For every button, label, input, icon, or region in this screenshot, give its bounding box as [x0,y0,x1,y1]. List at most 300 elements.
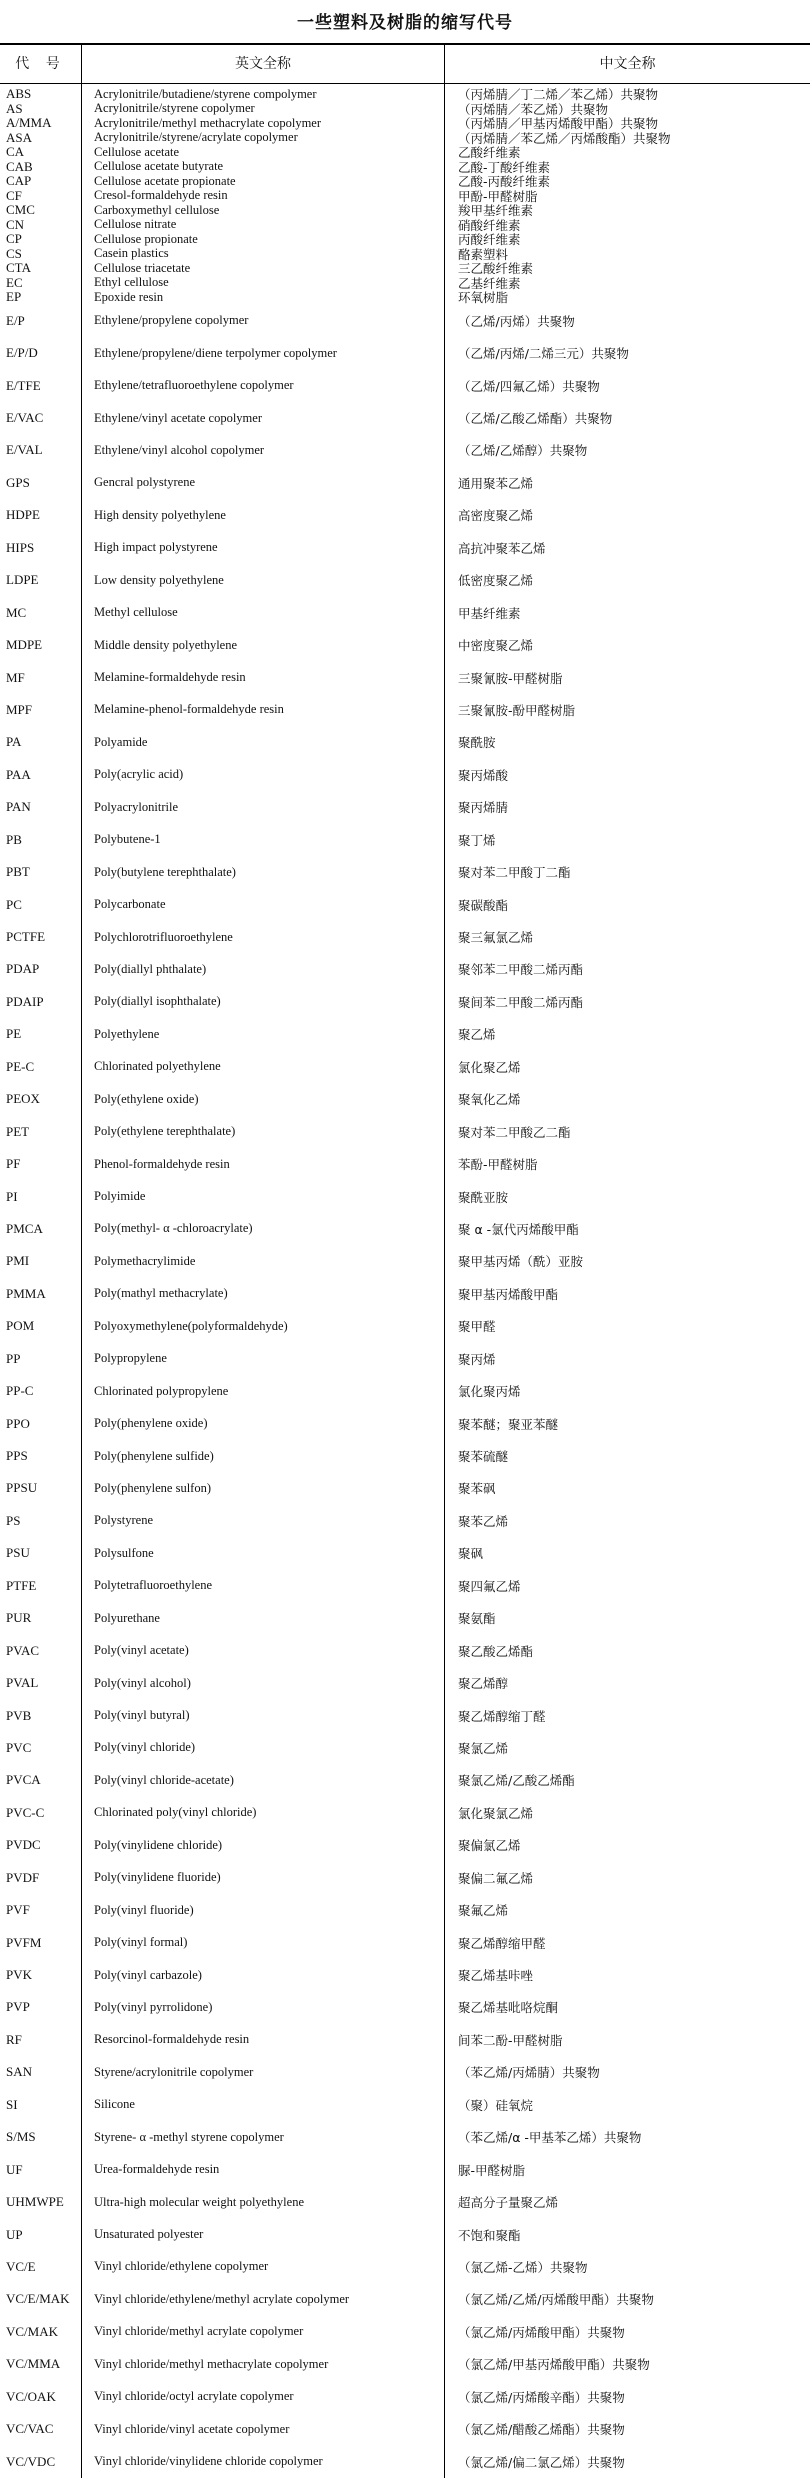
row-chinese-name: 聚氯乙烯/乙酸乙烯酯 [458,1773,575,1789]
table-row [0,2445,810,2477]
row-english-name: High impact polystyrene [94,540,218,555]
row-english-name: Styrene/acrylonitrile copolymer [94,2064,254,2079]
row-code: CP [6,232,22,247]
row-chinese-name: 氯化聚丙烯 [458,1384,521,1400]
row-code: PMMA [6,1285,46,1301]
table-row [0,1505,810,1537]
row-english-name: Ethylene/tetrafluoroethylene copolymer [94,378,294,393]
table-row [0,2316,810,2348]
row-english-name: Methyl cellulose [94,605,178,620]
row-chinese-name: 三乙酸纤维素 [458,261,534,276]
row-english-name: Polybutene-1 [94,832,161,847]
row-english-name: Poly(vinyl chloride) [94,1740,196,1755]
table-row [0,2218,810,2250]
row-code: PVF [6,1902,30,1918]
table-row [0,1699,810,1731]
row-code: PET [6,1123,30,1139]
row-english-name: Poly(vinylidene chloride) [94,1837,223,1852]
table-row [0,290,810,305]
row-chinese-name: 超高分子量聚乙烯 [458,2195,559,2211]
row-code: PVC-C [6,1804,45,1820]
table-row [0,337,810,369]
row-chinese-name: （氯乙烯/甲基丙烯酸甲酯）共聚物 [458,2357,650,2373]
row-code: PI [6,1188,18,1204]
row-chinese-name: （氯乙烯-乙烯）共聚物 [458,2259,588,2275]
table-row [0,2186,810,2218]
table-row [0,2089,810,2121]
row-english-name: Polyurethane [94,1610,160,1625]
table-row [0,1440,810,1472]
table-row [0,467,810,499]
row-chinese-name: （氯乙烯/醋酸乙烯酯）共聚物 [458,2422,625,2438]
row-code: PVB [6,1707,32,1723]
row-chinese-name: 乙酸-丙酸纤维素 [458,174,551,189]
row-chinese-name: 酪素塑料 [458,246,509,261]
row-chinese-name: 甲基纤维素 [458,605,521,621]
table-row [0,532,810,564]
table-row [0,116,810,131]
row-code: PC [6,896,22,912]
row-english-name: Polycarbonate [94,897,166,912]
table-row [0,1407,810,1439]
table-row [0,434,810,466]
table-row [0,499,810,531]
table-row [0,2381,810,2413]
table-row [0,203,810,218]
row-chinese-name: （氯乙烯/乙烯/丙烯酸甲酯）共聚物 [458,2292,654,2308]
row-english-name: Urea-formaldehyde resin [94,2162,220,2177]
row-code: PDAP [6,961,40,977]
table-row [0,791,810,823]
row-code: PMI [6,1253,30,1269]
row-chinese-name: 聚氟乙烯 [458,1903,509,1919]
table-row [0,174,810,189]
row-code: SAN [6,2064,33,2080]
row-english-name: Melamine-phenol-formaldehyde resin [94,702,284,717]
row-english-name: Cellulose acetate [94,145,180,159]
row-english-name: Chlorinated poly(vinyl chloride) [94,1805,257,1820]
row-chinese-name: （聚）硅氧烷 [458,2097,534,2113]
table-row [0,1634,810,1666]
row-code: VC/VAC [6,2421,54,2437]
row-code: PP [6,1350,21,1366]
row-english-name: Poly(vinyl butyral) [94,1708,190,1723]
row-code: E/VAL [6,442,43,458]
row-code: E/P [6,312,25,328]
row-english-name: Polyethylene [94,1026,160,1041]
row-chinese-name: 聚三氟氯乙烯 [458,930,534,946]
row-english-name: Epoxide resin [94,290,164,304]
row-code: MF [6,669,25,685]
row-code: VC/E [6,2258,36,2274]
row-chinese-name: （乙烯/丙烯/二烯三元）共聚物 [458,346,629,362]
row-chinese-name: 聚对苯二甲酸丁二酯 [458,865,571,881]
row-chinese-name: 聚丁烯 [458,832,496,848]
table-row [0,1148,810,1180]
table-row [0,160,810,175]
row-chinese-name: 聚丙烯 [458,1351,496,1367]
row-code: PPS [6,1448,28,1464]
row-english-name: Ethylene/propylene/diene terpolymer copolymer [94,345,337,360]
row-chinese-name: 氯化聚氯乙烯 [458,1805,534,1821]
table-row [0,276,810,291]
table-row [0,369,810,401]
row-english-name: Chlorinated polypropylene [94,1383,229,1398]
header-chinese: 中文全称 [599,56,656,72]
row-chinese-name: 聚苯硫醚 [458,1449,509,1465]
table-body [0,87,810,2478]
row-code: GPS [6,474,30,490]
table-row [0,1667,810,1699]
table-row [0,824,810,856]
row-english-name: Ethylene/vinyl acetate copolymer [94,410,262,425]
table-row [0,1213,810,1245]
table-row [0,1862,810,1894]
row-english-name: Poly(ethylene terephthalate) [94,1124,236,1139]
row-chinese-name: 聚偏二氟乙烯 [458,1870,534,1886]
row-english-name: Polymethacrylimide [94,1253,196,1268]
row-english-name: Low density polyethylene [94,572,224,587]
row-chinese-name: 聚碳酸酯 [458,897,509,913]
table-row [0,1310,810,1342]
row-english-name: Cellulose acetate propionate [94,174,236,188]
row-chinese-name: 聚氨酯 [458,1611,496,1627]
row-chinese-name: （乙烯/乙烯醇）共聚物 [458,443,588,459]
row-code: EP [6,290,22,305]
row-english-name: Poly(diallyl phthalate) [94,961,207,976]
row-code: PS [6,1512,21,1528]
row-english-name: Vinyl chloride/vinyl acetate copolymer [94,2421,290,2436]
table-row [0,1732,810,1764]
row-code: SI [6,2096,18,2112]
table-row [0,921,810,953]
row-code: MPF [6,701,33,717]
row-code: UP [6,2226,23,2242]
table-row [0,2056,810,2088]
row-chinese-name: 低密度聚乙烯 [458,573,534,589]
row-english-name: Casein plastics [94,246,169,261]
row-code: POM [6,1318,35,1334]
row-chinese-name: 聚酰亚胺 [458,1189,509,1205]
table-row [0,856,810,888]
row-chinese-name: 聚酰胺 [458,735,496,751]
row-english-name: Cellulose acetate butyrate [94,159,224,174]
row-code: PVCA [6,1772,41,1788]
row-code: EC [6,275,23,290]
row-chinese-name: 聚乙烯醇 [458,1676,509,1692]
table-row [0,1180,810,1212]
row-english-name: Vinyl chloride/ethylene copolymer [94,2259,269,2274]
row-code: CAB [6,159,33,174]
table-row [0,1375,810,1407]
table-row [0,596,810,628]
row-english-name: Poly(vinyl pyrrolidone) [94,1999,213,2014]
row-code: E/TFE [6,377,41,393]
row-code: CMC [6,203,35,218]
table-row [0,402,810,434]
row-english-name: Vinyl chloride/ethylene/methyl acrylate copolymer [94,2291,350,2306]
row-english-name: Poly(diallyl isophthalate) [94,994,221,1009]
row-english-name: Cellulose propionate [94,232,198,246]
table-row [0,1764,810,1796]
row-english-name: Poly(vinyl acetate) [94,1643,189,1658]
row-code: ABS [6,87,32,102]
row-english-name: Poly(ethylene oxide) [94,1091,199,1106]
row-code: VC/MAK [6,2323,59,2339]
row-chinese-name: 聚邻苯二甲酸二烯丙酯 [458,962,584,978]
table-row [0,1894,810,1926]
row-english-name: Poly(phenylene oxide) [94,1416,208,1431]
row-chinese-name: 聚砜 [458,1546,484,1562]
row-code: PE-C [6,1058,35,1074]
table-row [0,759,810,791]
table-row [0,2413,810,2445]
row-code: HIPS [6,539,35,555]
row-chinese-name: 脲-甲醛树脂 [458,2162,526,2178]
row-code: PVAL [6,1675,39,1691]
row-chinese-name: 氯化聚乙烯 [458,1059,521,1075]
row-chinese-name: 聚四氟乙烯 [458,1578,521,1594]
row-chinese-name: 硝酸纤维素 [458,217,521,232]
table-row [0,1083,810,1115]
row-code: PCTFE [6,929,46,945]
row-code: PVDC [6,1837,41,1853]
row-english-name: Poly(mathyl methacrylate) [94,1286,228,1301]
row-chinese-name: 聚苯醚；聚亚苯醚 [458,1416,559,1432]
table-row [0,694,810,726]
table-row [0,189,810,204]
row-english-name: Polypropylene [94,1351,167,1366]
table-row [0,726,810,758]
table-row [0,218,810,233]
row-english-name: Cresol-formaldehyde resin [94,188,228,203]
row-code: PVC [6,1739,32,1755]
row-english-name: Acrylonitrile/styrene/acrylate copolymer [94,130,298,145]
row-english-name: Vinyl chloride/methyl acrylate copolymer [94,2324,304,2339]
row-code: A/MMA [6,116,52,131]
row-code: HDPE [6,507,40,523]
row-code: PPSU [6,1480,38,1496]
row-chinese-name: 乙基纤维素 [458,275,521,290]
row-english-name: Ethyl cellulose [94,275,169,290]
row-chinese-name: 间苯二酚-甲醛树脂 [458,2032,563,2048]
row-english-name: Acrylonitrile/methyl methacrylate copolymer [94,116,322,130]
row-chinese-name: 通用聚苯乙烯 [458,475,534,491]
row-chinese-name: 聚乙酸乙烯酯 [458,1643,534,1659]
row-chinese-name: （乙烯/丙烯）共聚物 [458,313,575,329]
row-chinese-name: 乙酸纤维素 [458,145,521,160]
row-english-name: Polystyrene [94,1513,154,1528]
table-row [0,1245,810,1277]
row-english-name: Polyimide [94,1189,146,1204]
table-row [0,1115,810,1147]
table-row [0,102,810,117]
table-row [0,1602,810,1634]
row-english-name: Phenol-formaldehyde resin [94,1156,230,1171]
row-code: PUR [6,1610,32,1626]
table-row [0,1991,810,2023]
row-chinese-name: 聚对苯二甲酸乙二酯 [458,1124,571,1140]
row-english-name: Chlorinated polyethylene [94,1059,221,1074]
row-chinese-name: 聚苯砜 [458,1481,496,1497]
row-chinese-name: 聚氯乙烯 [458,1740,509,1756]
row-chinese-name: （丙烯腈／苯乙烯）共聚物 [458,101,609,116]
row-code: MDPE [6,637,43,653]
table-row [0,1278,810,1310]
row-code: PVDF [6,1869,40,1885]
table-row [0,87,810,102]
row-english-name: Polyamide [94,734,148,749]
row-english-name: Melamine-formaldehyde resin [94,670,246,685]
row-english-name: Polytetrafluoroethylene [94,1578,213,1593]
table-row [0,888,810,920]
row-english-name: Poly(vinyl formal) [94,1935,188,1950]
row-english-name: Styrene- α -methyl styrene copolymer [94,2129,284,2144]
row-code: CTA [6,261,31,276]
row-english-name: Gencral polystyrene [94,475,196,490]
row-english-name: Polyacrylonitrile [94,799,179,814]
row-chinese-name: （氯乙烯/丙烯酸辛酯）共聚物 [458,2389,625,2405]
row-english-name: Vinyl chloride/methyl methacrylate copolymer [94,2356,329,2371]
row-code: PSU [6,1545,30,1561]
row-code: PMCA [6,1220,43,1236]
row-code: UHMWPE [6,2194,64,2210]
page-title: 一些塑料及树脂的缩写代号 [297,13,513,33]
row-chinese-name: 甲酚-甲醛树脂 [458,188,538,203]
row-code: PBT [6,864,30,880]
table-header [0,46,810,82]
table-row [0,953,810,985]
table-row [0,2024,810,2056]
row-chinese-name: 聚偏氯乙烯 [458,1838,521,1854]
row-chinese-name: 丙酸纤维素 [458,232,521,247]
row-english-name: High density polyethylene [94,507,226,522]
table-row [0,2251,810,2283]
row-chinese-name: 苯酚-甲醛树脂 [458,1157,538,1173]
table-row [0,1570,810,1602]
row-code: PVFM [6,1934,42,1950]
row-code: LDPE [6,572,39,588]
row-code: CA [6,145,25,160]
row-english-name: Resorcinol-formaldehyde resin [94,2032,250,2047]
row-chinese-name: 聚乙烯 [458,1027,496,1043]
row-code: PEOX [6,1091,40,1107]
row-code: E/VAC [6,410,44,426]
row-code: PVP [6,1999,30,2015]
row-code: PVAC [6,1642,40,1658]
row-code: PPO [6,1415,30,1431]
row-chinese-name: 聚乙烯醇缩丁醛 [458,1708,546,1724]
row-english-name: Ethylene/propylene copolymer [94,313,249,328]
table-row [0,629,810,661]
row-english-name: Poly(acrylic acid) [94,767,184,782]
row-english-name: Poly(phenylene sulfon) [94,1480,211,1495]
row-code: PAN [6,799,31,815]
header-english: 英文全称 [235,56,291,72]
row-code: RF [6,2031,22,2047]
table-row [0,1926,810,1958]
row-chinese-name: 中密度聚乙烯 [458,638,534,654]
row-chinese-name: 聚丙烯腈 [458,800,509,816]
row-english-name: Polyoxymethylene(polyformaldehyde) [94,1318,288,1333]
table-row [0,1959,810,1991]
row-chinese-name: （丙烯腈／丁二烯／苯乙烯）共聚物 [458,87,659,102]
row-code: PDAIP [6,993,44,1009]
row-chinese-name: 聚 α -氯代丙烯酸甲酯 [458,1221,579,1237]
row-code: E/P/D [6,345,38,361]
row-code: PF [6,1156,21,1172]
row-code: PP-C [6,1383,34,1399]
table-row [0,2153,810,2185]
row-chinese-name: 聚苯乙烯 [458,1513,509,1529]
row-english-name: Cellulose triacetate [94,261,191,275]
row-chinese-name: （苯乙烯/α -甲基苯乙烯）共聚物 [458,2130,642,2146]
row-code: CF [6,188,22,203]
row-code: CS [6,246,22,261]
row-chinese-name: 三聚氰胺-酚甲醛树脂 [458,702,576,718]
table-row [0,305,810,337]
row-english-name: Cellulose nitrate [94,217,177,232]
table-row [0,1797,810,1829]
row-chinese-name: 高抗冲聚苯乙烯 [458,540,546,556]
table-row [0,1343,810,1375]
row-code: AS [6,101,23,116]
row-chinese-name: 聚乙烯基咔唑 [458,1968,534,1984]
table-row [0,1472,810,1504]
row-code: VC/MMA [6,2356,61,2372]
table-row [0,2283,810,2315]
row-code: PA [6,734,22,750]
table-row [0,247,810,262]
row-chinese-name: （氯乙烯/丙烯酸甲酯）共聚物 [458,2324,625,2340]
row-chinese-name: （氯乙烯/偏二氯乙烯）共聚物 [458,2454,625,2470]
row-code: PB [6,831,22,847]
row-chinese-name: 高密度聚乙烯 [458,508,534,524]
row-english-name: Ultra-high molecular weight polyethylene [94,2194,305,2209]
row-chinese-name: 羧甲基纤维素 [458,203,534,218]
table-row [0,1829,810,1861]
row-code: S/MS [6,2129,36,2145]
row-code: PVK [6,1967,33,1983]
row-chinese-name: 聚间苯二甲酸二烯丙酯 [458,994,584,1010]
table-row [0,145,810,160]
table-row [0,131,810,146]
row-code: PAA [6,766,31,782]
row-code: VC/OAK [6,2388,56,2404]
row-chinese-name: 三聚氰胺-甲醛树脂 [458,670,563,686]
row-english-name: Silicone [94,2097,135,2112]
row-english-name: Carboxymethyl cellulose [94,203,220,217]
table-row [0,1018,810,1050]
row-chinese-name: （丙烯腈／苯乙烯／丙烯酸酯）共聚物 [458,130,671,145]
row-chinese-name: 乙酸-丁酸纤维素 [458,159,551,174]
row-english-name: Vinyl chloride/octyl acrylate copolymer [94,2389,294,2404]
row-chinese-name: 聚乙烯基吡咯烷酮 [458,2000,559,2016]
row-chinese-name: 不饱和聚酯 [458,2227,521,2243]
row-english-name: Poly(vinyl carbazole) [94,1967,202,1982]
row-code: VC/VDC [6,2453,56,2469]
row-english-name: Poly(vinyl chloride-acetate) [94,1772,234,1787]
row-english-name: Middle density polyethylene [94,637,238,652]
table-header-rule [0,83,810,84]
row-code: MC [6,604,27,620]
row-english-name: Polysulfone [94,1545,154,1560]
table-row [0,564,810,596]
table-row [0,2121,810,2153]
row-english-name: Poly(vinyl alcohol) [94,1675,191,1690]
row-code: CN [6,217,25,232]
row-english-name: Poly(vinyl fluoride) [94,1902,194,1917]
